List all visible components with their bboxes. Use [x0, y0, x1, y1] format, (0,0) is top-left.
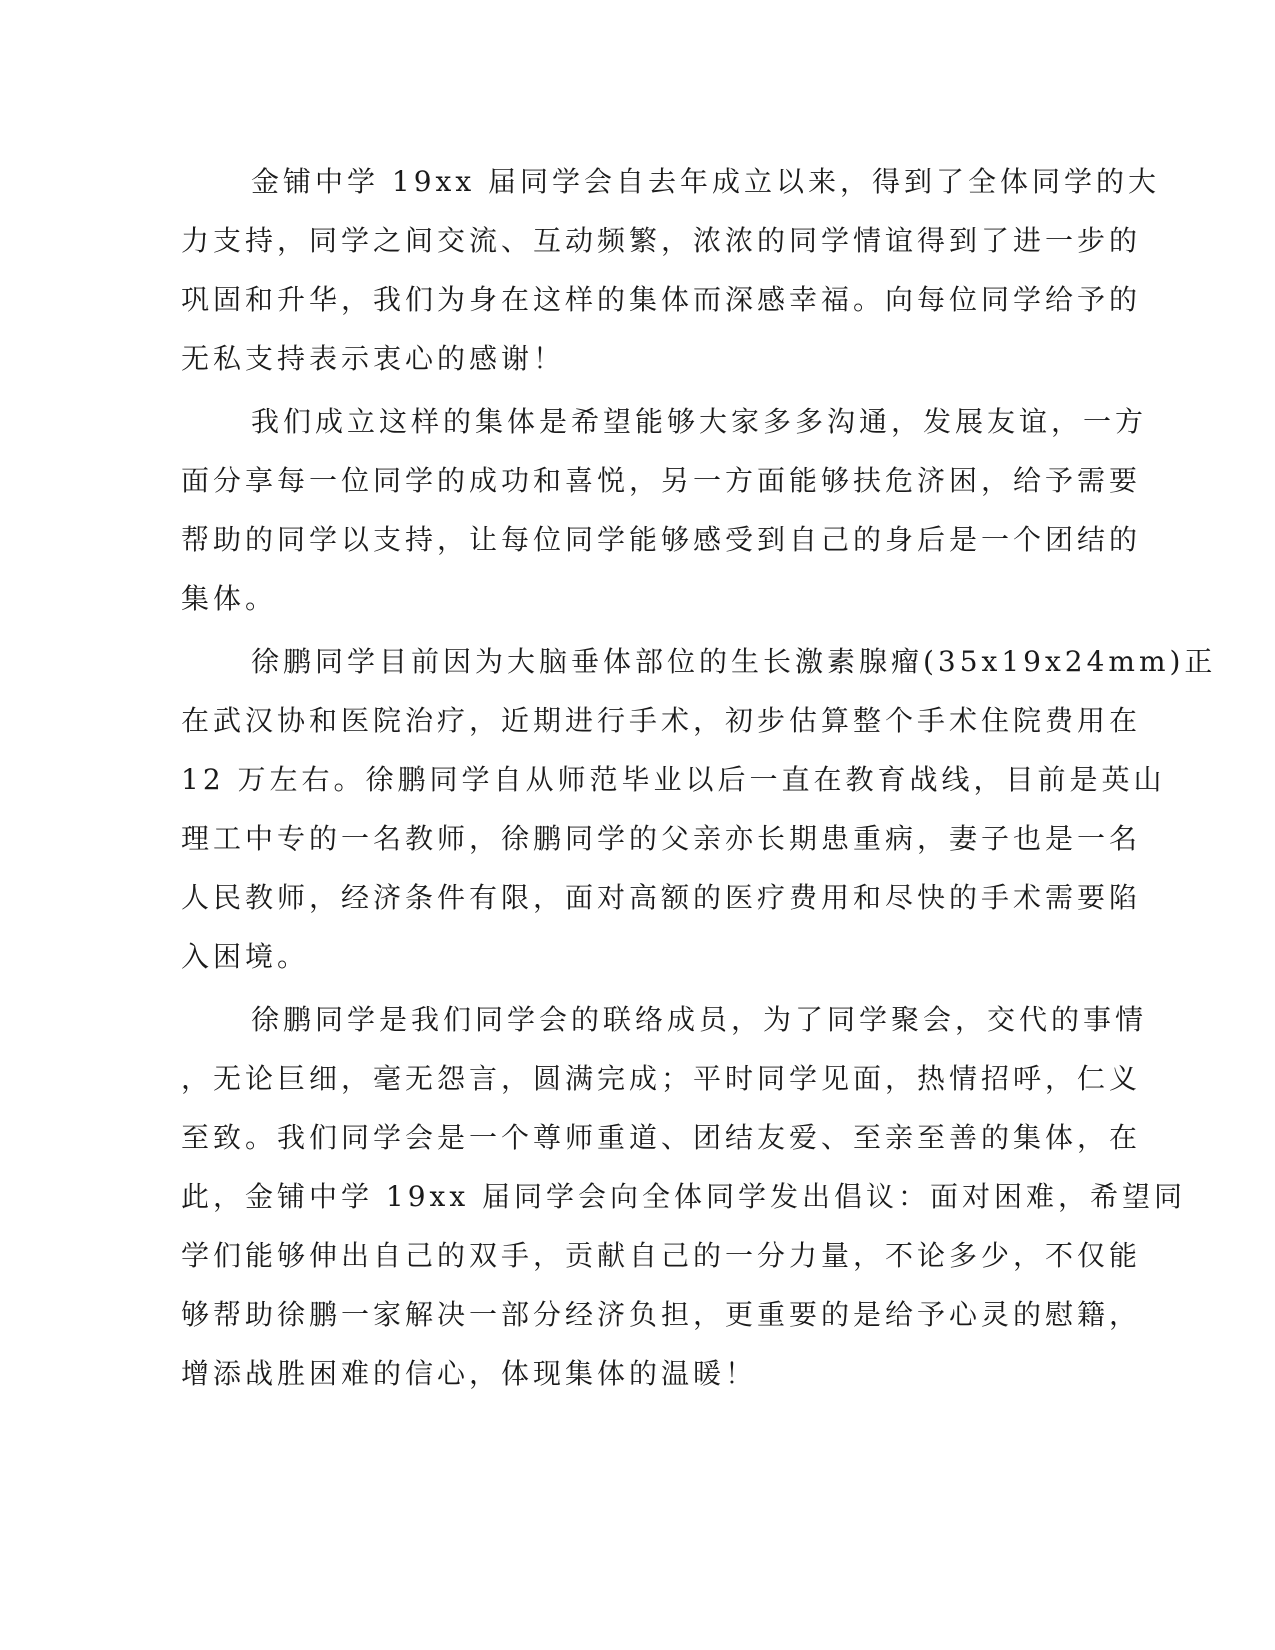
paragraph-line: ，无论巨细，毫无怨言，圆满完成；平时同学见面，热情招呼，仁义 [181, 1062, 1142, 1095]
paragraph-line: 入困境。 [181, 940, 310, 973]
paragraph-line: 巩固和升华，我们为身在这样的集体而深感幸福。向每位同学给予的 [181, 283, 1142, 316]
paragraph-line: 够帮助徐鹏一家解决一部分经济负担，更重要的是给予心灵的慰籍， [181, 1298, 1142, 1331]
paragraph-line: 金铺中学 19xx 届同学会自去年成立以来，得到了全体同学的大 [251, 165, 1161, 198]
paragraph-line: 面分享每一位同学的成功和喜悦，另一方面能够扶危济困，给予需要 [181, 464, 1142, 497]
paragraph-line: 无私支持表示衷心的感谢！ [181, 342, 566, 375]
paragraph-2 [181, 392, 1148, 628]
paragraph-line: 人民教师，经济条件有限，面对高额的医疗费用和尽快的手术需要陷 [181, 881, 1142, 914]
paragraph-3 [181, 632, 1217, 986]
paragraph-line: 12 万左右。徐鹏同学自从师范毕业以后一直在教育战线，目前是英山 [181, 763, 1166, 796]
paragraph-line: 至致。我们同学会是一个尊师重道、团结友爱、至亲至善的集体，在 [181, 1121, 1142, 1154]
paragraph-line: 我们成立这样的集体是希望能够大家多多沟通，发展友谊，一方 [251, 405, 1148, 438]
paragraph-line: 理工中专的一名教师，徐鹏同学的父亲亦长期患重病，妻子也是一名 [181, 822, 1142, 855]
paragraph-line: 此，金铺中学 19xx 届同学会向全体同学发出倡议：面对困难，希望同 [181, 1180, 1187, 1213]
paragraph-line: 在武汉协和医院治疗，近期进行手术，初步估算整个手术住院费用在 [181, 704, 1142, 737]
paragraph-line: 徐鹏同学目前因为大脑垂体部位的生长激素腺瘤(35x19x24mm)正 [251, 645, 1217, 678]
paragraph-line: 增添战胜困难的信心，体现集体的温暖！ [181, 1357, 758, 1390]
paragraph-line: 帮助的同学以支持，让每位同学能够感受到自己的身后是一个团结的 [181, 523, 1142, 556]
paragraph-1 [181, 152, 1161, 388]
document-body [181, 152, 1217, 1403]
paragraph-line: 集体。 [181, 582, 278, 615]
paragraph-line: 力支持，同学之间交流、互动频繁，浓浓的同学情谊得到了进一步的 [181, 224, 1142, 257]
paragraph-line: 学们能够伸出自己的双手，贡献自己的一分力量，不论多少，不仅能 [181, 1239, 1142, 1272]
paragraph-line: 徐鹏同学是我们同学会的联络成员，为了同学聚会，交代的事情 [251, 1003, 1148, 1036]
paragraph-4 [181, 990, 1187, 1403]
